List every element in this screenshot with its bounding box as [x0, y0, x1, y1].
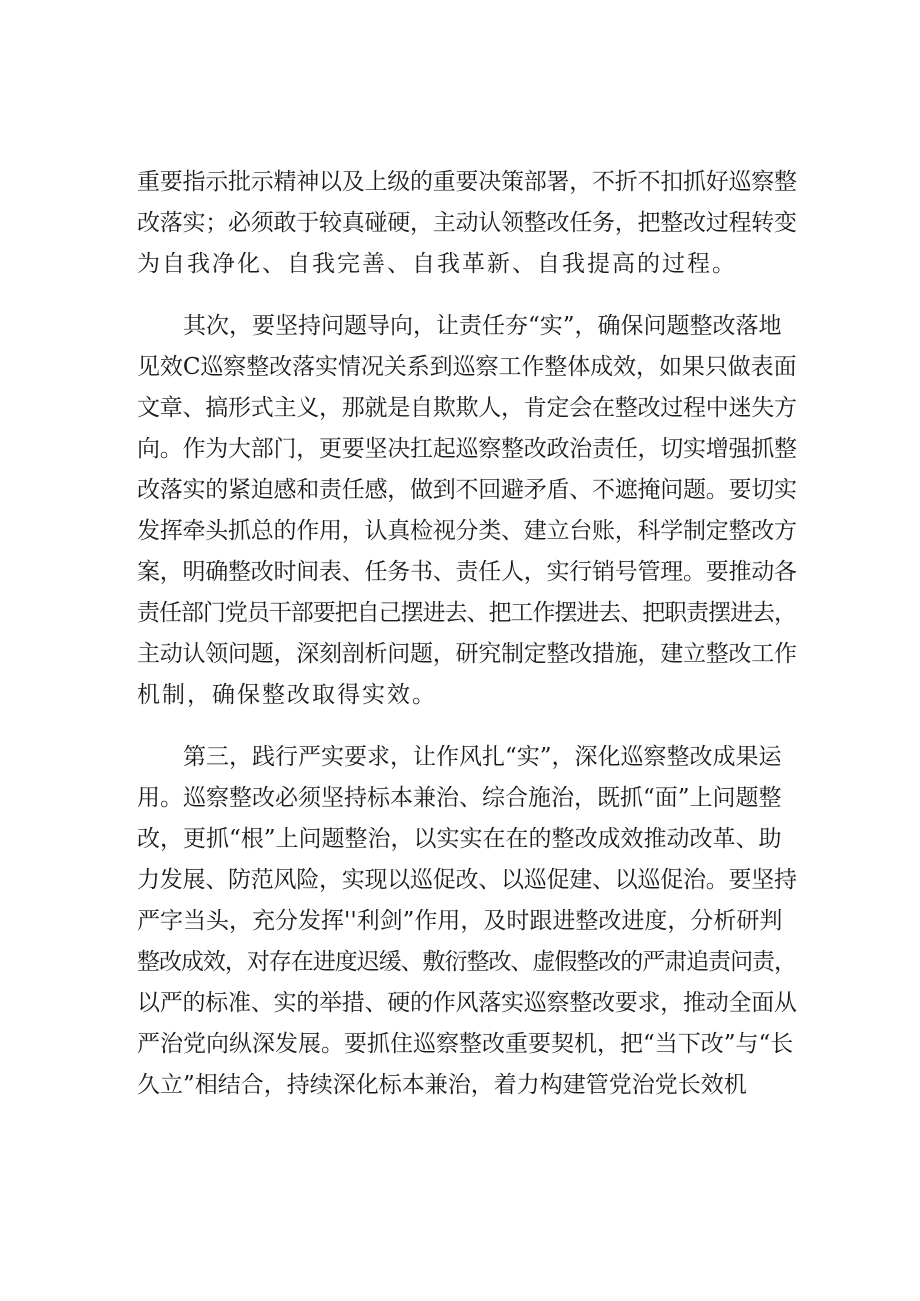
paragraph-2-line-2: 见效C巡察整改落实情况关系到巡察工作整体成效，如果只做表面	[137, 354, 797, 380]
paragraph-3-line-1: 第三，践行严实要求，让作风扎“实”，深化巡察整改成果运	[183, 744, 782, 770]
paragraph-1-line-3: 为自我净化、自我完善、自我革新、自我提高的过程。	[137, 251, 737, 277]
paragraph-3-line-3: 改，更抓“根”上问题整治，以实实在在的整改成效推动改革、助	[137, 826, 782, 852]
paragraph-3-line-8: 严治党向纵深发展。要抓住巡察整改重要契机，把“当下改”与“长	[137, 1031, 794, 1057]
paragraph-3-line-4: 力发展、防范风险，实现以巡促改、以巡促建、以巡促治。要坚持	[137, 867, 797, 893]
paragraph-1-line-1: 重要指示批示精神以及上级的重要决策部署，不折不扣抓好巡察整	[137, 169, 797, 195]
paragraph-2-line-3: 文章、搞形式主义，那就是自欺欺人，肯定会在整改过程中迷失方	[137, 395, 797, 421]
paragraph-3-line-6: 整改成效，对存在进度迟缓、敷衍整改、虚假整改的严肃追责问责，	[137, 949, 796, 975]
paragraph-2-line-1: 其次，要坚持问题导向，让责任夯“实”，确保问题整改落地	[183, 313, 782, 339]
paragraph-3-line-9: 久立”相结合，持续深化标本兼治，着力构建管党治党长效机	[137, 1072, 747, 1098]
paragraph-2-line-10: 机制，确保整改取得实效。	[137, 682, 437, 708]
paragraph-1-line-2: 改落实；必须敢于较真碰硬，主动认领整改任务，把整改过程转变	[137, 210, 797, 236]
paragraph-3-line-2: 用。巡察整改必须坚持标本兼治、综合施治，既抓“面”上问题整	[137, 785, 782, 811]
paragraph-2-line-9: 主动认领问题，深刻剖析问题，研究制定整改措施，建立整改工作	[137, 641, 797, 667]
paragraph-2-line-7: 案，明确整改时间表、任务书、责任人，实行销号管理。要推动各	[137, 559, 797, 585]
paragraph-2-line-5: 改落实的紧迫感和责任感，做到不回避矛盾、不遮掩问题。要切实	[137, 477, 797, 503]
paragraph-2-line-4: 向。作为大部门，更要坚决扛起巡察整改政治责任，切实增强抓整	[137, 436, 797, 462]
paragraph-2-line-8: 责任部门党员干部要把自己摆进去、把工作摆进去、把职责摆进去，	[137, 600, 796, 626]
paragraph-2-line-6: 发挥牵头抓总的作用，认真检视分类、建立台账，科学制定整改方	[137, 518, 797, 544]
paragraph-3-line-7: 以严的标准、实的举措、硬的作风落实巡察整改要求，推动全面从	[137, 990, 797, 1016]
paragraph-3-line-5: 严字当头，充分发挥''利剑”作用，及时跟进整改进度，分析研判	[137, 908, 783, 934]
